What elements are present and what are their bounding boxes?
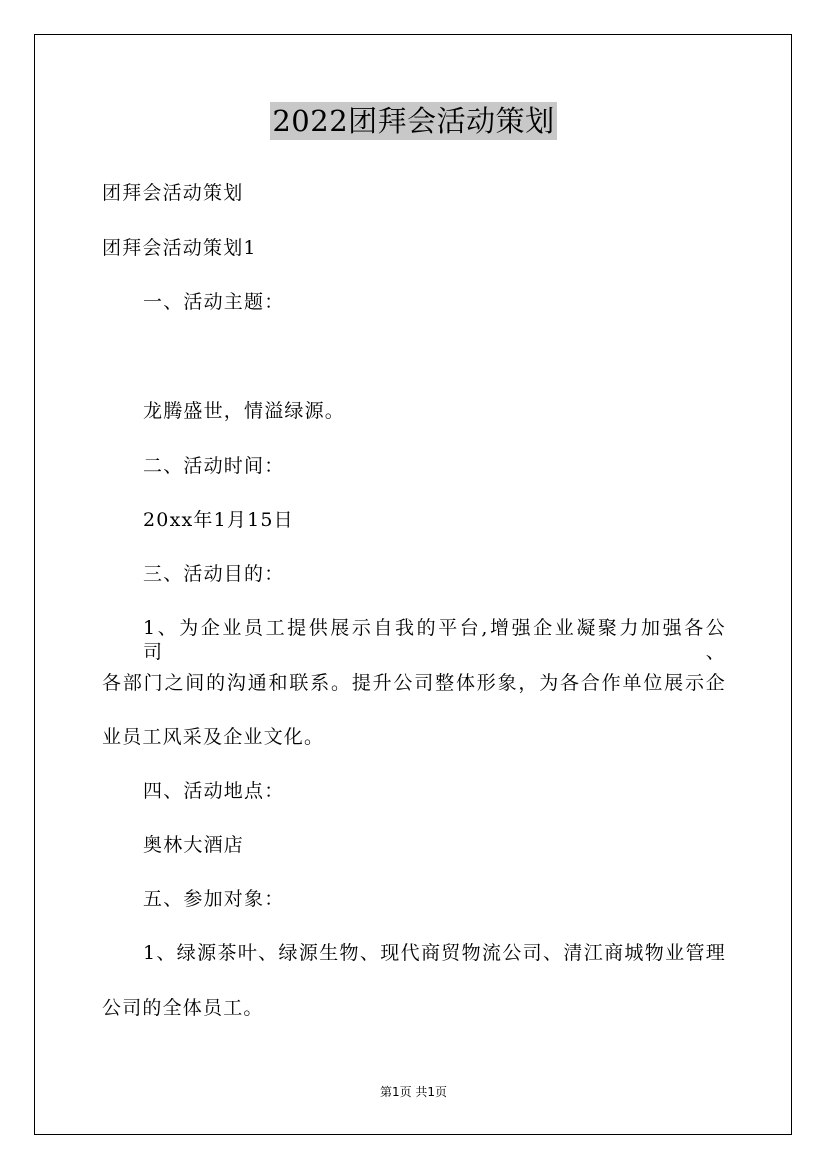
document-title: 2022团拜会活动策划 bbox=[272, 104, 555, 138]
section-heading: 团拜会活动策划1 bbox=[102, 237, 257, 259]
participants-line-1: 1、绿源茶叶、绿源生物、现代商贸物流公司、清江商城物业管理 bbox=[143, 942, 726, 964]
theme-heading: 一、活动主题： bbox=[143, 291, 285, 313]
purpose-line-3: 业员工风采及企业文化。 bbox=[102, 726, 325, 748]
purpose-line-2: 各部门之间的沟通和联系。提升公司整体形象，为各合作单位展示企 bbox=[102, 672, 726, 694]
participants-heading: 五、参加对象： bbox=[143, 888, 285, 910]
participants-line-2: 公司的全体员工。 bbox=[102, 997, 264, 1019]
time-heading: 二、活动时间： bbox=[143, 455, 285, 477]
location-heading: 四、活动地点： bbox=[143, 780, 285, 802]
page-footer: 第1页 共1页 bbox=[379, 1085, 448, 1099]
purpose-line-1: 1、为企业员工提供展示自我的平台,增强企业凝聚力加强各公司、 bbox=[143, 617, 726, 663]
location-text: 奥林大酒店 bbox=[143, 834, 245, 856]
time-text: 20xx年1月15日 bbox=[143, 509, 294, 531]
document-subtitle: 团拜会活动策划 bbox=[102, 182, 244, 204]
theme-text: 龙腾盛世，情溢绿源。 bbox=[143, 400, 346, 422]
title-container bbox=[0, 102, 827, 140]
purpose-heading: 三、活动目的： bbox=[143, 563, 285, 585]
